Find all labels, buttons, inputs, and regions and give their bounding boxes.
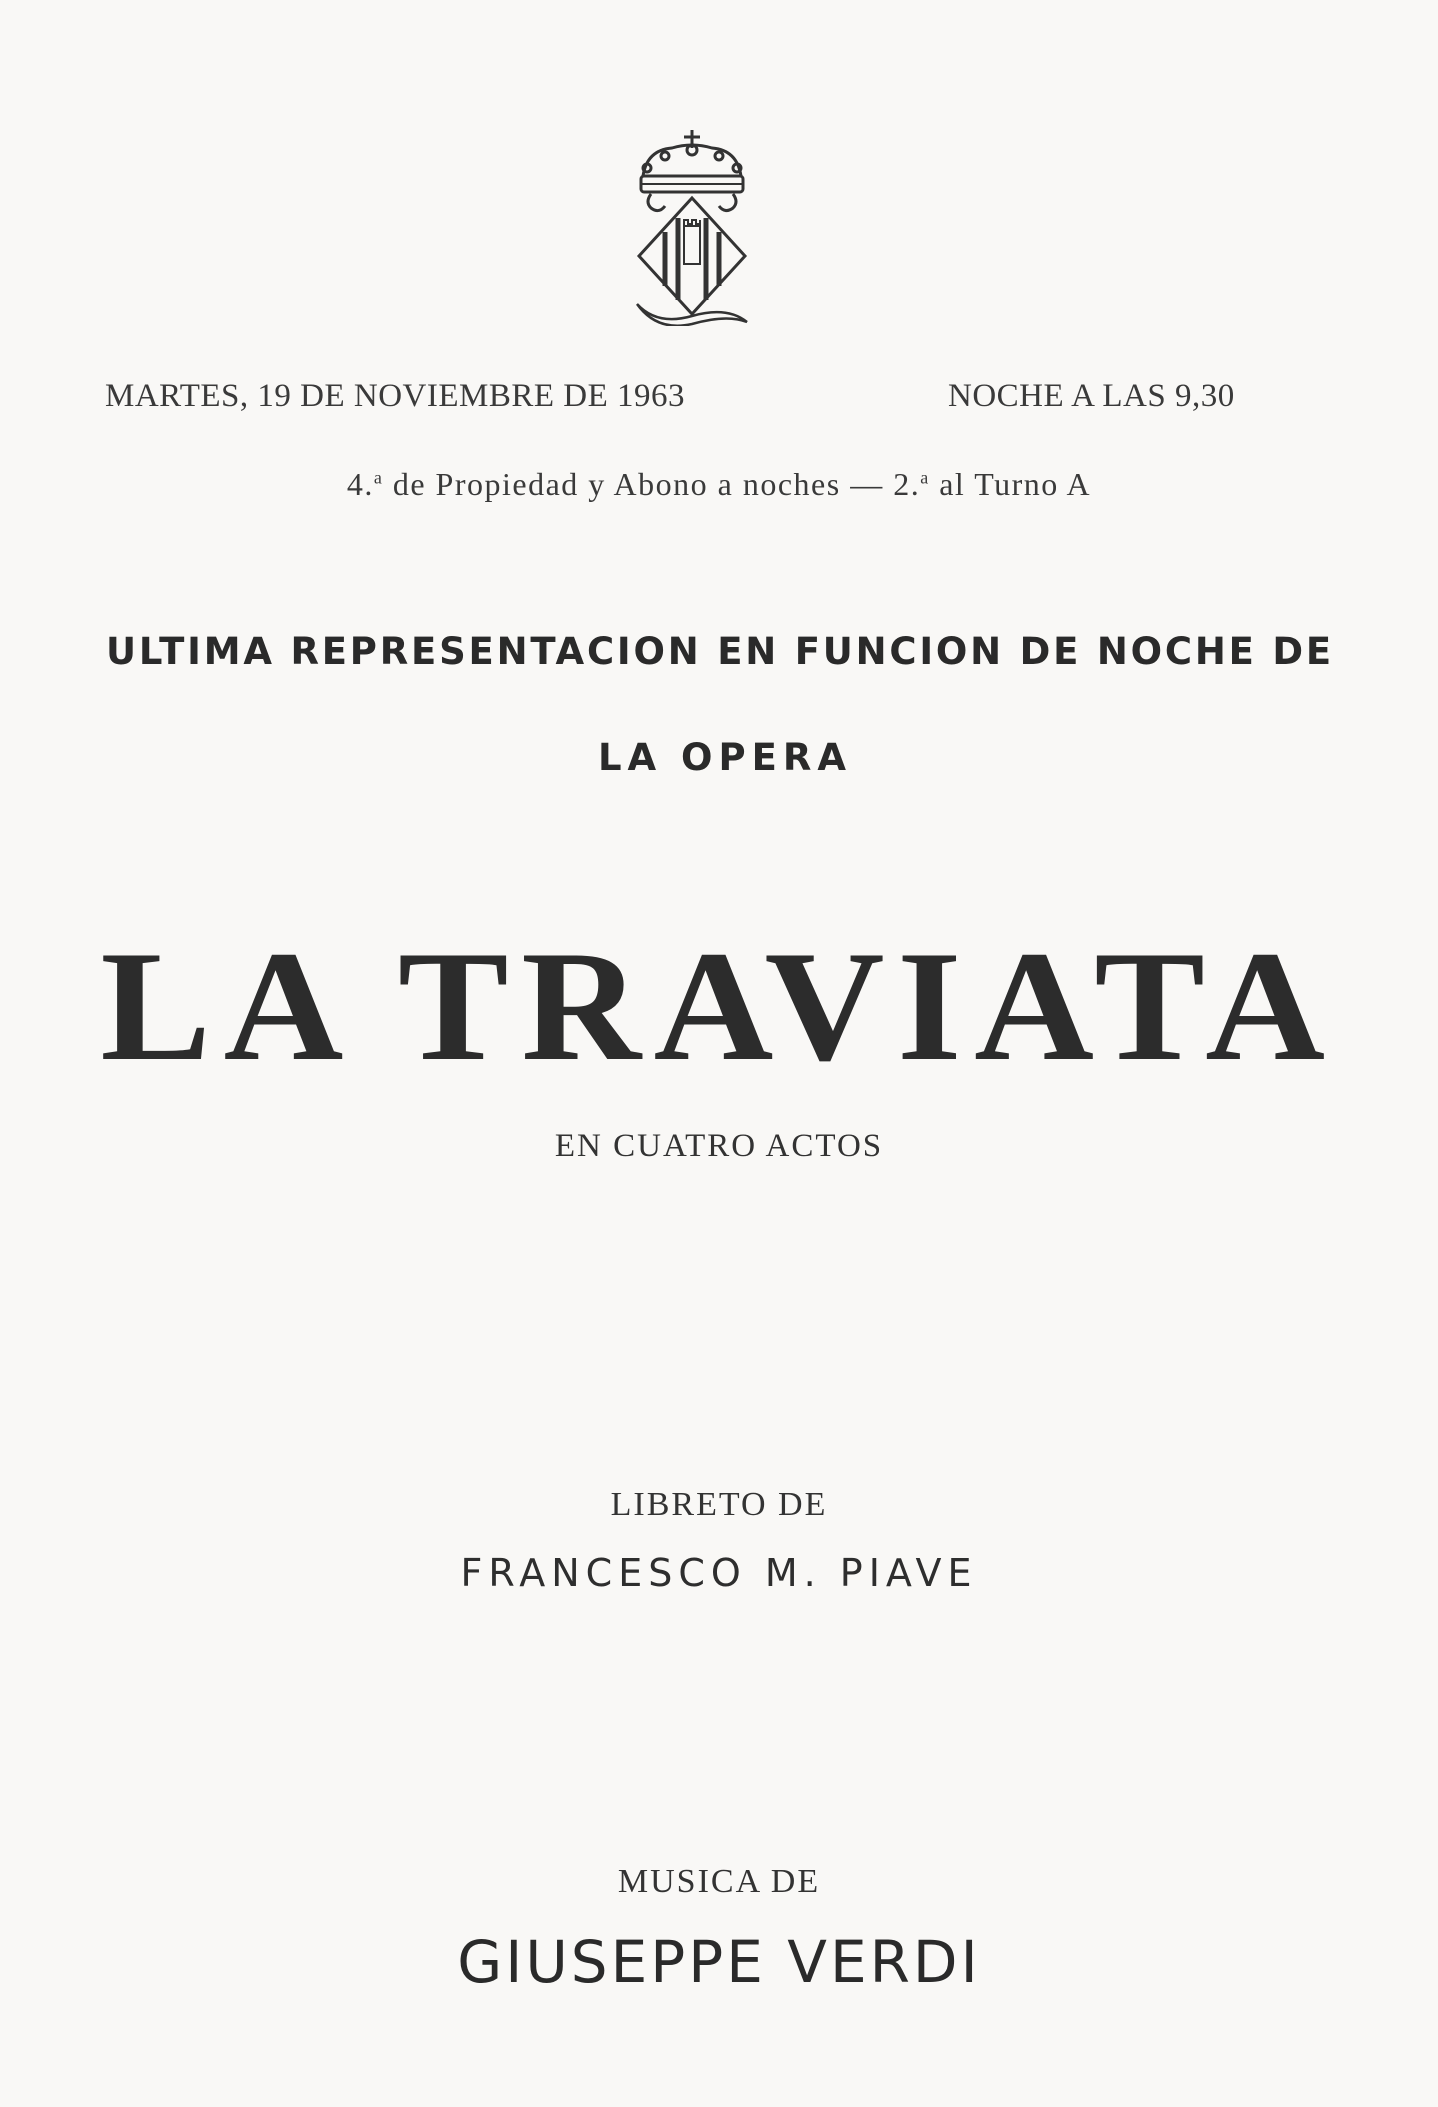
subscription-info bbox=[0, 466, 1438, 503]
music-label: MUSICA DE bbox=[617, 1863, 821, 1900]
acts-subtitle: EN CUATRO ACTOS bbox=[554, 1128, 884, 1164]
librettist-name: FRANCESCO M. PIAVE bbox=[460, 1551, 978, 1595]
libretto-label: LIBRETO DE bbox=[610, 1486, 828, 1523]
performance-date: MARTES, 19 DE NOVIEMBRE DE 1963 bbox=[105, 378, 686, 414]
subscription-part-3: al Turno A bbox=[929, 466, 1092, 502]
crowned-heraldic-shield-icon bbox=[627, 128, 757, 326]
ordinal-superscript-2: a bbox=[920, 467, 930, 488]
opera-title: LA TRAVIATA bbox=[100, 919, 1338, 1094]
composer-name: GIUSEPPE VERDI bbox=[457, 1928, 981, 1996]
opera-label: LA OPERA bbox=[597, 736, 853, 779]
performance-time: NOCHE A LAS 9,30 bbox=[948, 378, 1235, 414]
subscription-part-2: de Propiedad y Abono a noches — 2. bbox=[383, 466, 921, 502]
announcement-headline: ULTIMA REPRESENTACION EN FUNCION DE NOCHE DE bbox=[106, 630, 1334, 673]
ordinal-superscript-1: a bbox=[373, 467, 384, 488]
subscription-part-1: 4. bbox=[346, 466, 374, 502]
